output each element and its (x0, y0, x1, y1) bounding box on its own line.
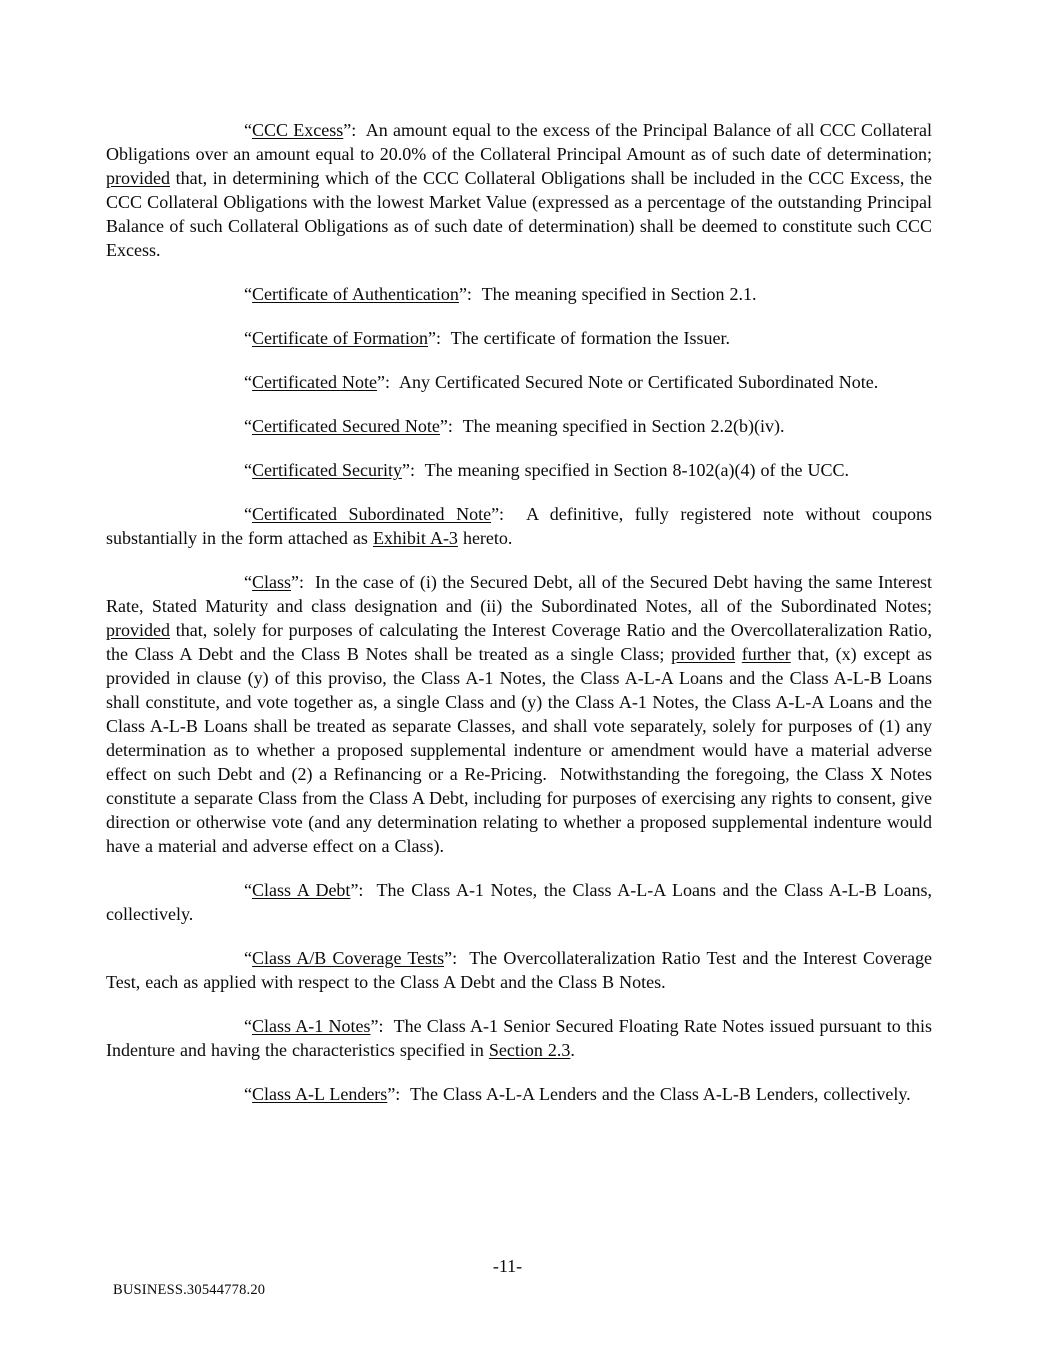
defined-term: Certificated Secured Note (252, 416, 440, 436)
text-segment: “ (244, 416, 252, 436)
defined-term: CCC Excess (252, 120, 344, 140)
text-segment: “ (244, 372, 252, 392)
footer-doc-id: BUSINESS.30544778.20 (113, 1282, 266, 1298)
text-segment: ”: An amount equal to the excess of the Principal Balance of all CCC Collateral Obligations over an amount equal to 20.0% of the Collateral Principal Amount as of such date of determination; (106, 120, 932, 164)
text-segment: “ (244, 120, 252, 140)
paragraph (106, 878, 932, 926)
defined-term: Class (252, 572, 292, 592)
paragraph (106, 946, 932, 994)
text-segment: ”: The Class A-L-A Lenders and the Class A-L-B Lenders, collectively. (387, 1084, 911, 1104)
text-segment: “ (244, 948, 252, 968)
defined-term: Class A-1 Notes (252, 1016, 371, 1036)
defined-term: Certificated Security (252, 460, 402, 480)
text-segment: “ (244, 504, 252, 524)
defined-term: Class A-L Lenders (252, 1084, 388, 1104)
defined-term: further (741, 644, 791, 664)
text-segment: ”: The Overcollateralization Ratio Test and the Interest Coverage Test, each as applied with respect to the Class A Debt and the Class B Notes. (106, 948, 932, 992)
text-segment: “ (244, 880, 252, 900)
paragraph (106, 326, 932, 350)
text-segment: ”: The meaning specified in Section 2.2(b)(iv). (439, 416, 785, 436)
text-segment: ”: A definitive, fully registered note without coupons substantially in the form attached as (106, 504, 932, 548)
text-segment: “ (244, 1016, 252, 1036)
text-segment: . (570, 1040, 575, 1060)
defined-term: Class A/B Coverage Tests (252, 948, 445, 968)
document-body (106, 118, 932, 1126)
paragraph (106, 414, 932, 438)
text-segment: ”: The meaning specified in Section 2.1. (458, 284, 757, 304)
text-segment: ”: The Class A-1 Senior Secured Floating Rate Notes issued pursuant to this Indenture and having the characteristics specified in (106, 1016, 932, 1060)
paragraph (106, 370, 932, 394)
defined-term: Certificated Note (252, 372, 377, 392)
paragraph (106, 1014, 932, 1062)
defined-term: Class A Debt (252, 880, 351, 900)
text-segment: ”: The meaning specified in Section 8-102(a)(4) of the UCC. (401, 460, 849, 480)
paragraph (106, 570, 932, 858)
text-segment: ”: The certificate of formation the Issuer. (427, 328, 730, 348)
footer-page-number: -11- (492, 1256, 523, 1276)
defined-term: Certificate of Formation (252, 328, 428, 348)
defined-term: provided (671, 644, 736, 664)
text-segment: “ (244, 572, 252, 592)
defined-term: Exhibit A-3 (372, 528, 458, 548)
text-segment: “ (244, 284, 252, 304)
text-segment (735, 644, 742, 664)
text-segment: “ (244, 328, 252, 348)
defined-term: provided (106, 620, 170, 640)
text-segment: that, solely for purposes of calculating the Interest Coverage Ratio and the Overcollateralization Ratio, the Class A Debt and the Class B Notes shall be treated as a single Class; (106, 620, 932, 664)
paragraph (106, 502, 932, 550)
paragraph (106, 118, 932, 262)
text-segment: hereto. (457, 528, 513, 548)
paragraph (106, 1082, 932, 1106)
defined-term: Certificated Subordinated Note (252, 504, 492, 524)
paragraph (106, 282, 932, 306)
paragraph (106, 458, 932, 482)
text-segment: “ (244, 1084, 252, 1104)
text-segment: ”: Any Certificated Secured Note or Certificated Subordinated Note. (376, 372, 879, 392)
text-segment: ”: The Class A-1 Notes, the Class A-L-A Loans and the Class A-L-B Loans, collectively. (106, 880, 932, 924)
text-segment: “ (244, 460, 252, 480)
text-segment: ”: In the case of (i) the Secured Debt, all of the Secured Debt having the same Interest Rate, Stated Maturity and class designation and (ii) the Subordinated Notes, all of the Subordinated Notes; (106, 572, 932, 616)
defined-term: Section 2.3 (488, 1040, 571, 1060)
text-segment: that, (x) except as provided in clause (y) of this proviso, the Class A-1 Notes, the Class A-L-A Loans and the Class A-L-B Loans shall constitute, and vote together as, a single Class and (y) the Class A-1 Notes, the Class A-L-A Loans and the Class A-L-B Loans shall be treated as separate Classes, and shall vote separately, solely for purposes of (1) any determination as to whether a proposed supplemental indenture or amendment would have a material adverse effect on such Debt and (2) a Refinancing or a Re-Pricing. Notwithstanding the foregoing, the Class X Notes constitute a separate Class from the Class A Debt, including for purposes of exercising any rights to consent, give direction or otherwise vote (and any determination relating to whether a proposed supplemental indenture would have a material and adverse effect on a Class). (106, 644, 932, 856)
defined-term: Certificate of Authentication (252, 284, 459, 304)
text-segment: that, in determining which of the CCC Collateral Obligations shall be included in the CCC Excess, the CCC Collateral Obligations with the lowest Market Value (expressed as a percentage of the outstanding Principal Balance of such Collateral Obligations as of such date of determination) shall be deemed to constitute such CCC Excess. (106, 168, 932, 260)
defined-term: provided (106, 168, 170, 188)
